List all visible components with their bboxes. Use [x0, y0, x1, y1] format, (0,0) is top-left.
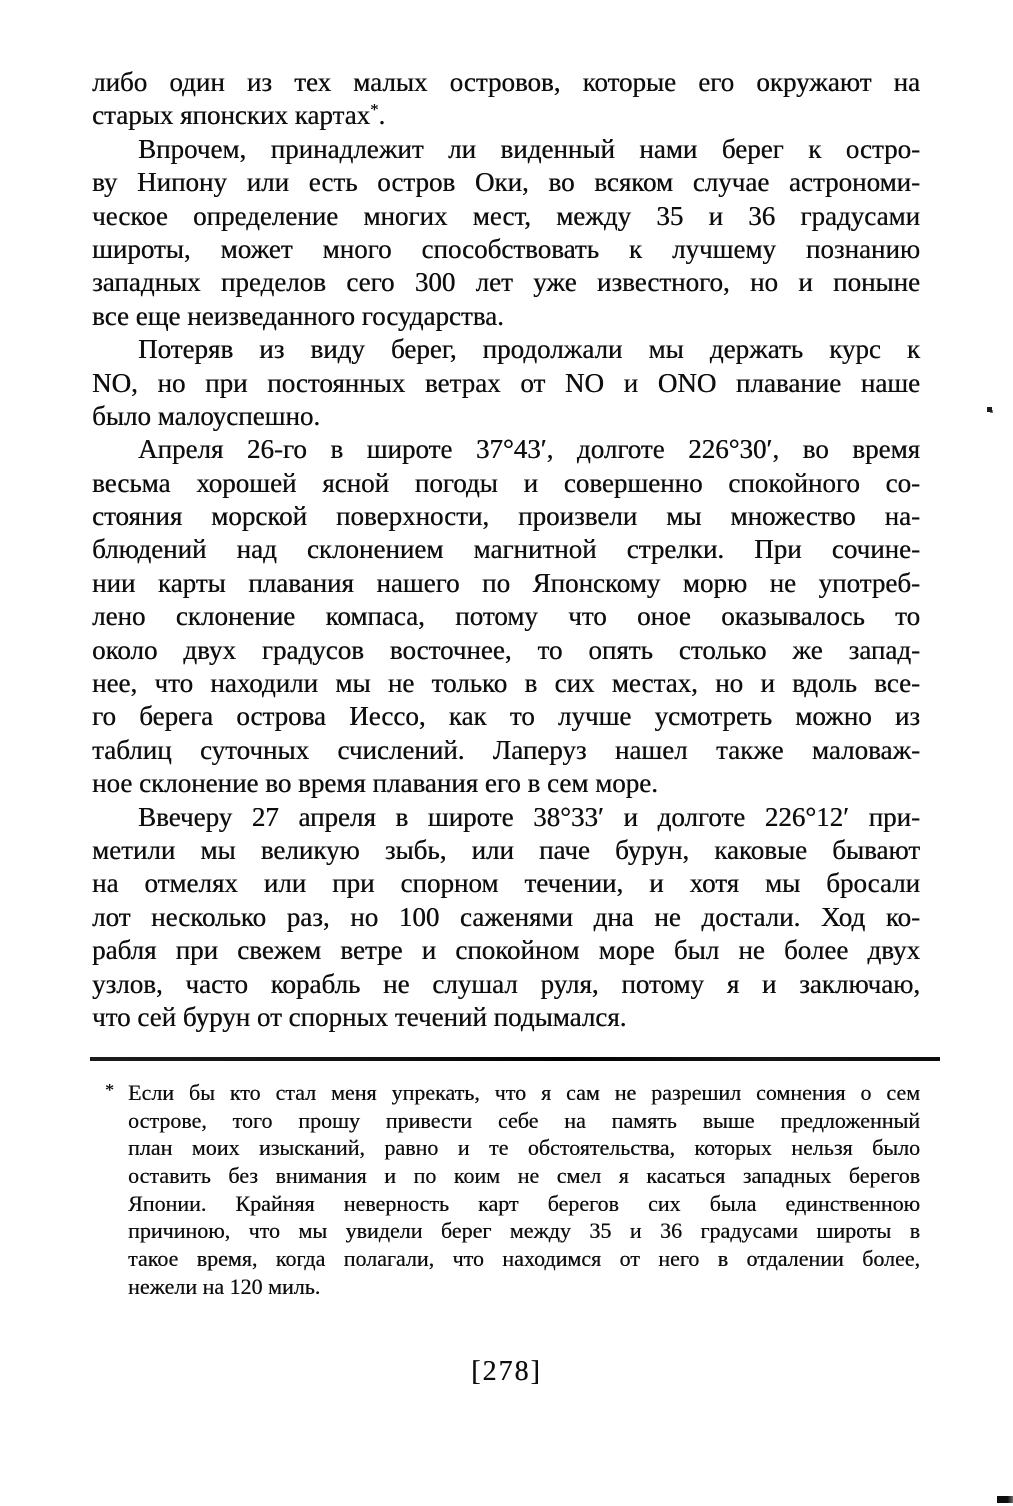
text-line-content: Апреля 26-го в широте 37°43′, долготе 226°30′, во время — [138, 434, 920, 465]
text-line-content: лено склонение компаса, потому что оное оказывалось то — [92, 601, 920, 632]
page-number: [278] — [471, 1356, 542, 1387]
text-line — [92, 533, 920, 566]
text-line — [92, 467, 920, 500]
text-line — [128, 1107, 920, 1135]
text-line-content: Ввечеру 27 апреля в широте 38°33′ и долготе 226°12′ при- — [138, 801, 920, 832]
text-line — [128, 1134, 920, 1162]
text-line — [92, 200, 920, 233]
text-line-content: весьма хорошей ясной погоды и совершенно спокойного со- — [92, 467, 920, 498]
text-line — [92, 166, 920, 199]
text-line — [92, 99, 920, 132]
text-line — [128, 1245, 920, 1273]
text-line-content: метили мы великую зыбь, или паче бурун, каковые бывают — [92, 834, 920, 865]
text-line — [92, 367, 920, 400]
text-line-content: нежели на 120 миль. — [128, 1273, 321, 1299]
text-line — [92, 934, 920, 967]
text-line — [92, 400, 920, 433]
text-line — [92, 667, 920, 700]
text-line — [92, 734, 920, 767]
text-line-content: таблиц суточных счислений. Лаперуз нашел также маловаж- — [92, 734, 920, 765]
text-line-content: Если бы кто стал меня упрекать, что я сам не разрешил сомнения о сем — [128, 1080, 920, 1105]
footnote-text-block — [128, 1079, 920, 1301]
text-line — [92, 66, 920, 99]
text-line — [128, 1273, 920, 1301]
text-line — [92, 233, 920, 266]
text-line — [92, 634, 920, 667]
text-line-content: что сей бурун от спорных течений подымался. — [92, 1001, 627, 1032]
text-line-content: лот несколько раз, но 100 саженями дна не достали. Ход ко- — [92, 901, 920, 932]
text-line-content: ное склонение во время плавания его в сем море. — [92, 768, 658, 799]
text-line — [92, 300, 920, 333]
text-line — [92, 767, 920, 800]
text-line-content: на отмелях или при спорном течении, и хотя мы бросали — [92, 868, 920, 899]
text-line — [92, 600, 920, 633]
text-line-content: блюдений над склонением магнитной стрелки. При сочине- — [92, 534, 920, 565]
body-text-block — [92, 66, 920, 1034]
text-line-content: оставить без внимания и по коим не смел я касаться западных берегов — [128, 1163, 920, 1189]
scan-corner-mark-artifact — [997, 1496, 1013, 1503]
text-line-content: Потеряв из виду берег, продолжали мы держать курс к — [138, 334, 920, 365]
text-line-tail: . — [378, 100, 386, 131]
text-line — [92, 867, 920, 900]
text-line — [92, 266, 920, 299]
text-line-content: ву Нипону или есть остров Оки, во всяком случае астрономи- — [92, 167, 920, 198]
text-line — [92, 500, 920, 533]
text-line — [128, 1217, 920, 1245]
text-line-content: стояния морской поверхности, произвели мы множество на- — [92, 501, 920, 532]
text-line-content: го берега острова Иессо, как то лучше усмотреть можно из — [92, 701, 920, 732]
footnote-reference-asterisk: * — [370, 100, 379, 120]
footnote-marker-asterisk: * — [105, 1080, 114, 1100]
text-line-content: западных пределов сего 300 лет уже известного, но и поныне — [92, 267, 920, 298]
text-line-content: либо один из тех малых островов, которые его окружают на — [92, 67, 920, 97]
text-line — [92, 801, 920, 834]
text-line-content: рабля при свежем ветре и спокойном море был не более двух — [92, 935, 920, 966]
text-line-content: Впрочем, принадлежит ли виденный нами берег к остро- — [138, 133, 920, 164]
text-line — [92, 133, 920, 166]
text-line — [92, 968, 920, 1001]
text-line — [92, 433, 920, 466]
footnote-separator-rule — [90, 1057, 940, 1061]
text-line-content: Японии. Крайняя неверность карт берегов сих была единственною — [128, 1190, 920, 1216]
text-line-content: ческое определение многих мест, между 35 и 36 градусами — [92, 200, 920, 231]
text-line — [92, 901, 920, 934]
text-line-content: было малоуспешно. — [92, 400, 321, 431]
text-line-content: узлов, часто корабль не слушал руля, потому я и заключаю, — [92, 968, 920, 999]
text-line-content: NO, но при постоянных ветрах от NO и ONO плавание наше — [92, 367, 920, 398]
text-line-content: такое время, когда полагали, что находимся от него в отдалении более, — [128, 1246, 920, 1272]
text-line — [92, 1001, 920, 1034]
text-line — [128, 1079, 920, 1107]
text-line-content: нии карты плавания нашего по Японскому морю не употреб- — [92, 567, 920, 598]
scan-speck-artifact — [987, 407, 992, 412]
text-line — [92, 834, 920, 867]
text-line-content: старых японских картах — [92, 100, 371, 131]
text-line — [128, 1190, 920, 1218]
text-line — [92, 567, 920, 600]
text-line — [128, 1162, 920, 1190]
text-line-content: широты, может много способствовать к лучшему познанию — [92, 233, 920, 264]
text-line-content: около двух градусов восточнее, то опять столько же запад- — [92, 634, 920, 665]
text-line — [92, 700, 920, 733]
text-line-content: план моих изысканий, равно и те обстоятельства, которых нельзя было — [128, 1135, 920, 1161]
text-line — [92, 333, 920, 366]
text-line-content: острове, того прошу привести себе на память выше предложенный — [128, 1107, 920, 1133]
text-line-content: все еще неизведанного государства. — [92, 300, 504, 331]
text-line-content: нее, что находили мы не только в сих местах, но и вдоль все- — [92, 668, 920, 699]
text-line-content: причиною, что мы увидели берег между 35 и 36 градусами широты в — [128, 1218, 920, 1244]
